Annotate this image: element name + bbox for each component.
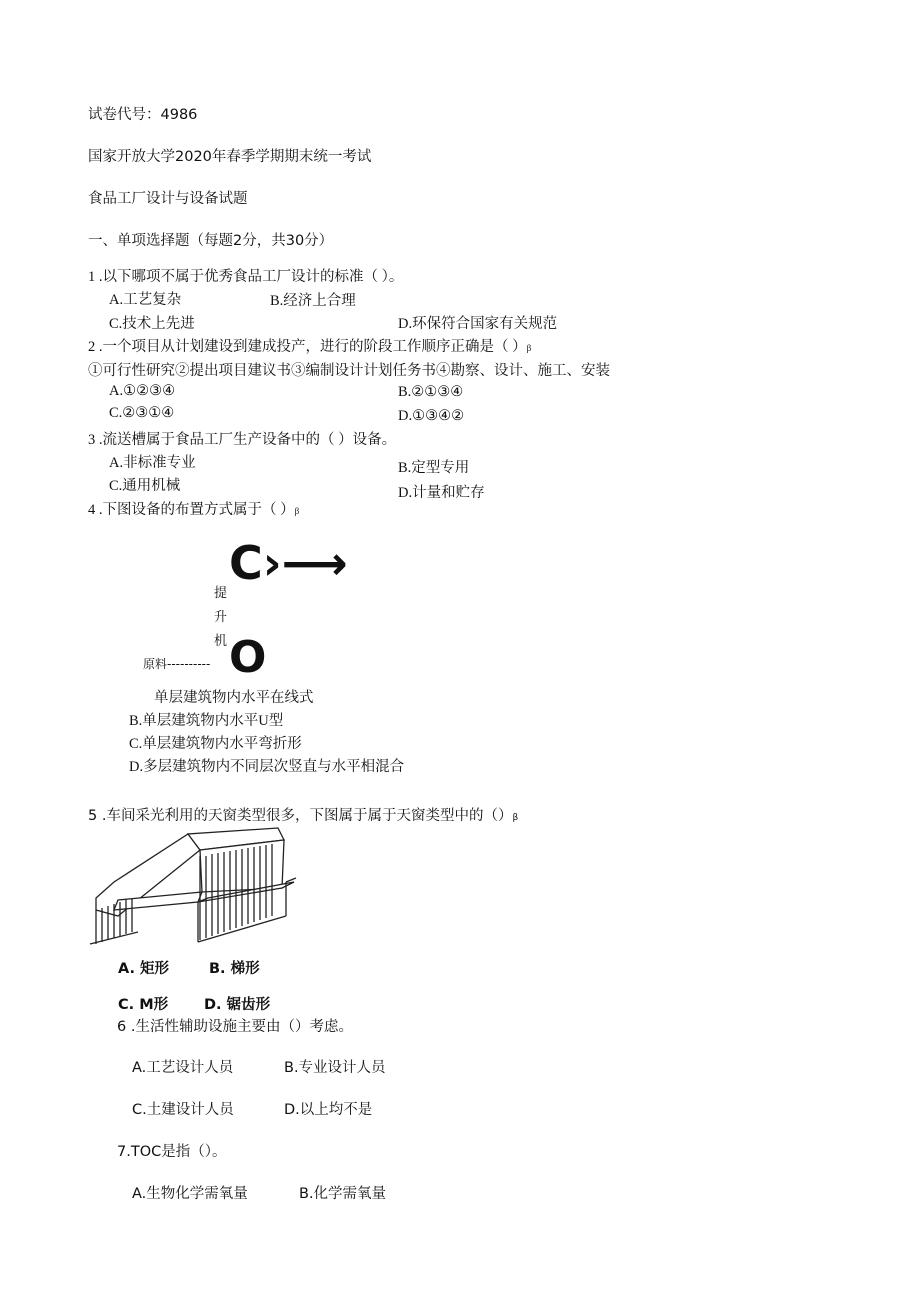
q1-stem: 1 .以下哪项不属于优秀食品工厂设计的标准（ ）。 [88,269,404,285]
q5-stem-text: 5 .车间采光利用的天窗类型很多，下图属于属于天窗类型中的（） [88,808,513,824]
q2-stem-text: 2 .一个项目从计划建设到建成投产，进行的阶段工作顺序正确是（ ） [88,339,527,355]
q2-stem-mark: β [526,343,532,353]
q3-stem: 3 .流送槽属于食品工厂生产设备中的（ ）设备。 [88,432,397,448]
skylight-m-shape-figure [86,826,298,948]
q6-option-c: C.土建设计人员 [132,1102,234,1118]
q2-option-b: B.②①③④ [398,384,464,400]
q6-option-b: B.专业设计人员 [284,1060,386,1076]
elevator-char-1: 提 [214,586,228,601]
layout-bottom-symbol: O [229,632,267,683]
q5-option-b: B. 梯形 [209,961,260,977]
q1-option-d: D.环保符合国家有关规范 [398,316,558,332]
q5-stem [88,804,518,825]
q4-option-d: D.多层建筑物内不同层次竖直与水平相混合 [129,759,405,775]
q2-option-d: D.①③④② [398,408,465,424]
raw-label-dashes: ---------- [167,657,211,671]
q6-stem: 6 .生活性辅助设施主要由（）考虑。 [117,1019,353,1035]
q1-option-a: A.工艺复杂 [109,292,182,308]
q3-option-a: A.非标准专业 [109,455,196,471]
q1-option-c: C.技术上先进 [109,316,195,332]
q4-option-a: 单层建筑物内水平在线式 [154,690,314,706]
q4-option-c: C.单层建筑物内水平弯折形 [129,736,302,752]
elevator-char-2: 升 [214,610,228,625]
raw-label-text: 原料 [143,657,168,671]
exam-name: 国家开放大学2020年春季学期期末统一考试 [88,149,372,165]
q3-option-c: C.通用机械 [109,478,181,494]
q5-stem-mark: β [512,813,519,823]
q2-stem [88,335,531,356]
q7-option-a: A.生物化学需氧量 [132,1186,248,1202]
subject-title: 食品工厂设计与设备试题 [88,191,248,207]
paper-code: 试卷代号：4986 [88,107,198,123]
section-title: 一、单项选择题（每题2分，共30分） [88,233,334,249]
q6-option-d: D.以上均不是 [284,1102,373,1118]
q5-option-c: C. M形 [118,997,169,1013]
q3-option-b: B.定型专用 [398,460,470,476]
q5-option-a: A. 矩形 [118,961,170,977]
q4-stem [88,498,299,519]
q2-sub: ①可行性研究②提出项目建议书③编制设计计划任务书④勘察、设计、施工、安装 [88,363,610,379]
q4-stem-mark: β [294,506,300,516]
q7-option-b: B.化学需氧量 [299,1186,387,1202]
q2-option-c: C.②③①④ [109,405,175,421]
elevator-char-3: 机 [214,634,228,649]
q2-option-a: A.①②③④ [109,383,176,399]
q4-stem-text: 4 .下图设备的布置方式属于（ ） [88,502,295,518]
raw-material-label [143,655,210,672]
q6-option-a: A.工艺设计人员 [132,1060,234,1076]
q4-option-b: B.单层建筑物内水平U型 [129,713,284,729]
q5-option-d: D. 锯齿形 [204,997,271,1013]
q7-stem: 7.TOC是指（）。 [117,1144,227,1160]
layout-top-symbol: C›⟶ [229,536,348,590]
q1-option-b: B.经济上合理 [270,293,356,309]
q3-option-d: D.计量和贮存 [398,485,485,501]
